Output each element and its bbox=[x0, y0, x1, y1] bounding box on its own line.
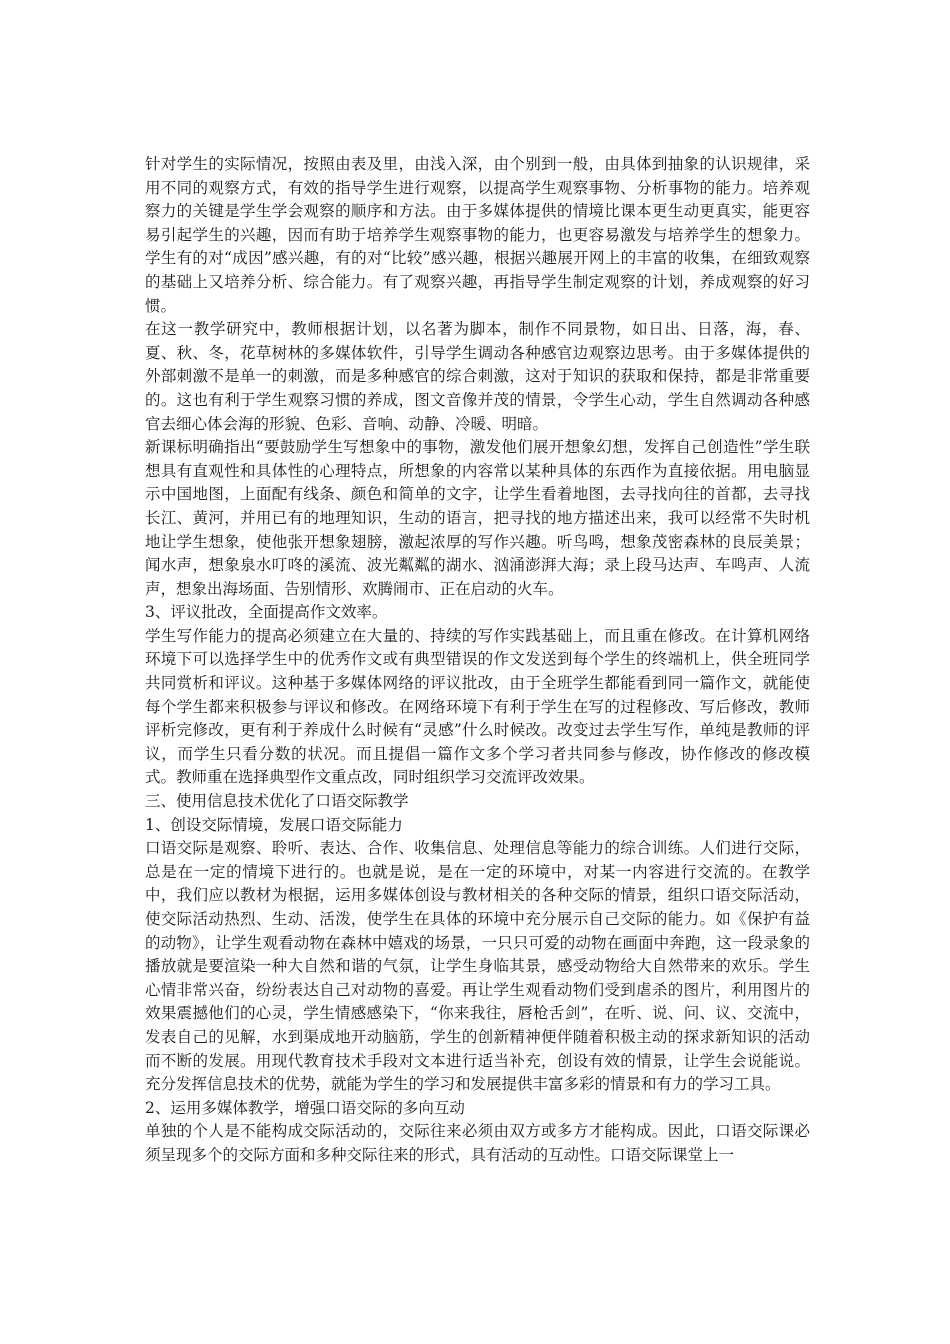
paragraph-interaction: 单独的个人是不能构成交际活动的，交际往来必须由双方或多方才能构成。因此，口语交际课必须呈现多个的交际方面和多种交际往来的形式，具有活动的互动性。口语交际课堂上一 bbox=[145, 1122, 810, 1164]
document-body bbox=[145, 153, 810, 1168]
paragraph-communication: 口语交际是观察、聆听、表达、合作、收集信息、处理信息等能力的综合训练。人们进行交际，总是在一定的情境下进行的。也就是说，是在一定的环境中，对某一内容进行交流的。在教学中，我们应以教材为根据，运用多媒体创设与教材相关的各种交际的情景，组织口语交际活动，使交际活动热烈、生动、活泼，使学生在具体的环境中充分展示自己交际的能力。如《保护有益的动物》，让学生观看动物在森林中嬉戏的场景，一只只可爱的动物在画面中奔跑，这一段录象的播放就是要渲染一种大自然和谐的气氛，让学生身临其景，感受动物给大自然带来的欢乐。学生心情非常兴奋，纷纷表达自己对动物的喜爱。再让学生观看动物们受到虐杀的图片，利用图片的效果震撼他们的心灵，学生情感感染下，“你来我往，唇枪舌剑”，在听、说、问、议、交流中，发表自己的见解，水到渠成地开动脑筋，学生的创新精神便伴随着积极主动的探求新知识的活动而不断的发展。用现代教育技术手段对文本进行适当补充，创设有效的情景，让学生会说能说。充分发挥信息技术的优势，就能为学生的学习和发展提供丰富多彩的情景和有力的学习工具。 bbox=[145, 839, 810, 1094]
heading-multimedia-interaction: 2、运用多媒体教学，增强口语交际的多向互动 bbox=[145, 1098, 465, 1117]
heading-section-three: 三、使用信息技术优化了口语交际教学 bbox=[145, 792, 409, 811]
heading-communication-context: 1、创设交际情境，发展口语交际能力 bbox=[145, 815, 403, 834]
heading-review-revision: 3、评议批改，全面提高作文效率。 bbox=[145, 603, 388, 622]
paragraph-imagination: 新课标明确指出“要鼓励学生写想象中的事物，激发他们展开想象幻想，发挥自己创造性”学生联想具有直观性和具体性的心理特点，所想象的内容常以某种具体的东西作为直接依据。用电脑显示中国地图，上面配有线条、颜色和简单的文字，让学生看着地图，去寻找向往的首都，去寻找长江、黄河，并用已有的地理知识，生动的语言，把寻找的地方描述出来，我可以经常不失时机地让学生想象，使他张开想象翅膀，激起浓厚的写作兴趣。听鸟鸣，想象茂密森林的良辰美景；闻水声，想象泉水叮咚的溪流、波光粼粼的湖水、汹涌澎湃大海；录上段马达声、车鸣声、人流声，想象出海场面、告别情形、欢腾闹市、正在启动的火车。 bbox=[145, 438, 810, 598]
paragraph-research: 在这一教学研究中，教师根据计划，以名著为脚本，制作不同景物，如日出、日落，海，春、夏、秋、冬，花草树林的多媒体软件，引导学生调动各种感官边观察边思考。由于多媒体提供的外部刺激不是单一的刺激，而是多种感官的综合刺激，这对于知识的获取和保持，都是非常重要的。这也有利于学生观察习惯的养成，图文音像并茂的情景，令学生心动，学生自然调动各种感官去细心体会海的形貌、色彩、音响、动静、冷暖、明暗。 bbox=[145, 320, 810, 433]
paragraph-observation: 针对学生的实际情况，按照由表及里，由浅入深，由个别到一般，由具体到抽象的认识规律，采用不同的观察方式，有效的指导学生进行观察，以提高学生观察事物、分析事物的能力。培养观察力的关键是学生学会观察的顺序和方法。由于多媒体提供的情境比课本更生动更真实，能更容易引起学生的兴趣，因而有助于培养学生观察事物的能力，也更容易激发与培养学生的想象力。学生有的对“成因”感兴趣，有的对“比较”感兴趣，根据兴趣展开网上的丰富的收集，在细致观察的基础上又培养分析、综合能力。有了观察兴趣，再指导学生制定观察的计划，养成观察的好习惯。 bbox=[145, 155, 810, 315]
paragraph-revision: 学生写作能力的提高必须建立在大量的、持续的写作实践基础上，而且重在修改。在计算机网络环境下可以选择学生中的优秀作文或有典型错误的作文发送到每个学生的终端机上，供全班同学共同赏析和评议。这种基于多媒体网络的评议批改，由于全班学生都能看到同一篇作文，就能使每个学生都来积极参与评议和修改。在网络环境下有利于学生在写的过程修改、写后修改，教师评析完修改，更有利于养成什么时候有“灵感”什么时候改。改变过去学生写作，单纯是教师的评议，而学生只看分数的状况。而且提倡一篇作文多个学习者共同参与修改，协作修改的修改模式。教师重在选择典型作文重点改，同时组织学习交流评改效果。 bbox=[145, 626, 810, 787]
